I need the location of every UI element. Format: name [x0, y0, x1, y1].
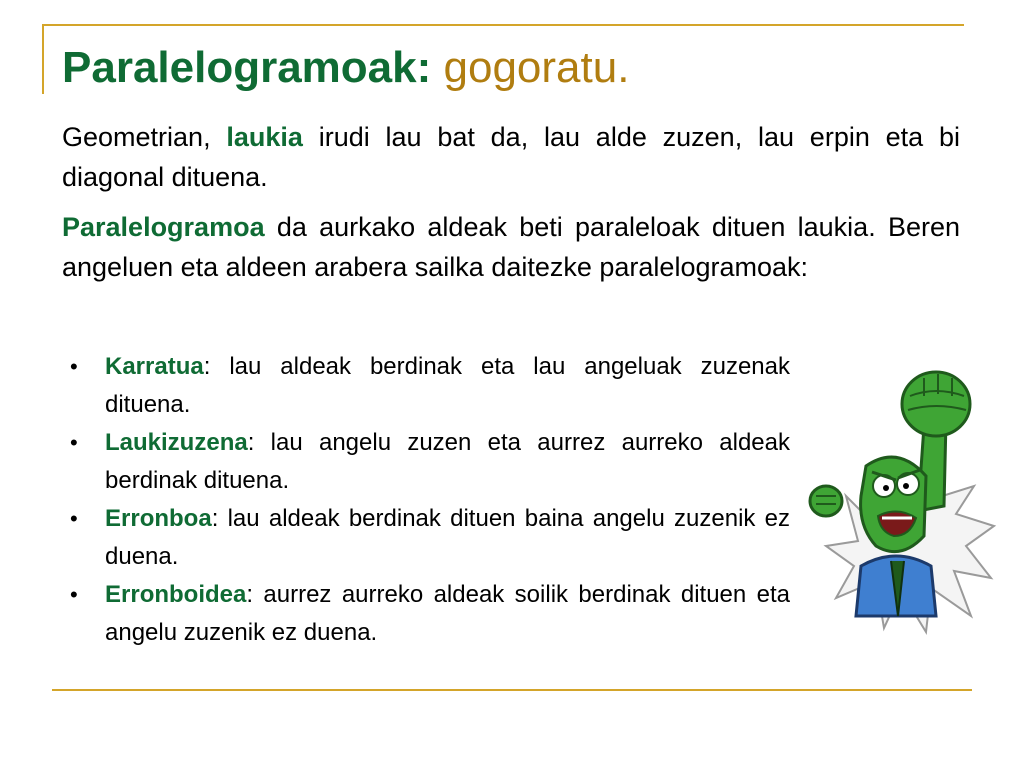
bullet-term: Erronboa	[105, 505, 212, 532]
bullet-text: : aurrez aurreko aldeak soilik berdinak dituen eta angelu zuzenik ez duena.	[105, 581, 790, 646]
keyword-paralelogramoa: Paralelogramoa	[62, 212, 265, 242]
bullet-icon: •	[70, 430, 78, 455]
bullet-term: Karratua	[105, 353, 204, 380]
bullet-text: : lau aldeak berdinak dituen baina angelu zuzenik ez duena.	[105, 505, 790, 570]
footer-rule	[52, 689, 972, 691]
parallelogram-types-list	[70, 348, 790, 652]
bullet-icon: •	[70, 506, 78, 531]
paragraph-text: da aurkako aldeak beti paraleloak dituen laukia. Beren angeluen eta aldeen arabera sailka daitezke paralelogramoak:	[62, 212, 960, 282]
list-item	[70, 500, 790, 576]
list-item	[70, 348, 790, 424]
paragraph-paralelogramoa	[62, 207, 960, 287]
paragraph-text: irudi lau bat da, lau alde zuzen, lau erpin eta bi diagonal dituena.	[62, 122, 960, 192]
title-left-rule	[42, 24, 44, 94]
bullet-icon: •	[70, 582, 78, 607]
bullet-term: Laukizuzena	[105, 429, 248, 456]
slide-title	[62, 40, 629, 96]
title-main: Paralelogramoak:	[62, 43, 432, 92]
paragraph-text: Geometrian,	[62, 122, 227, 152]
bullet-text: : lau angelu zuzen eta aurrez aurreko aldeak berdinak dituena.	[105, 429, 790, 494]
list-item	[70, 424, 790, 500]
bullet-text: : lau aldeak berdinak eta lau angeluak zuzenak dituena.	[105, 353, 790, 418]
paragraph-laukia	[62, 117, 960, 197]
title-top-rule	[42, 24, 964, 26]
keyword-laukia: laukia	[226, 122, 303, 152]
list-item	[70, 576, 790, 652]
title-sub: gogoratu.	[443, 43, 630, 92]
angry-green-cartoon-character-icon	[806, 366, 998, 638]
bullet-icon: •	[70, 354, 78, 379]
bullet-term: Erronboidea	[105, 581, 247, 608]
